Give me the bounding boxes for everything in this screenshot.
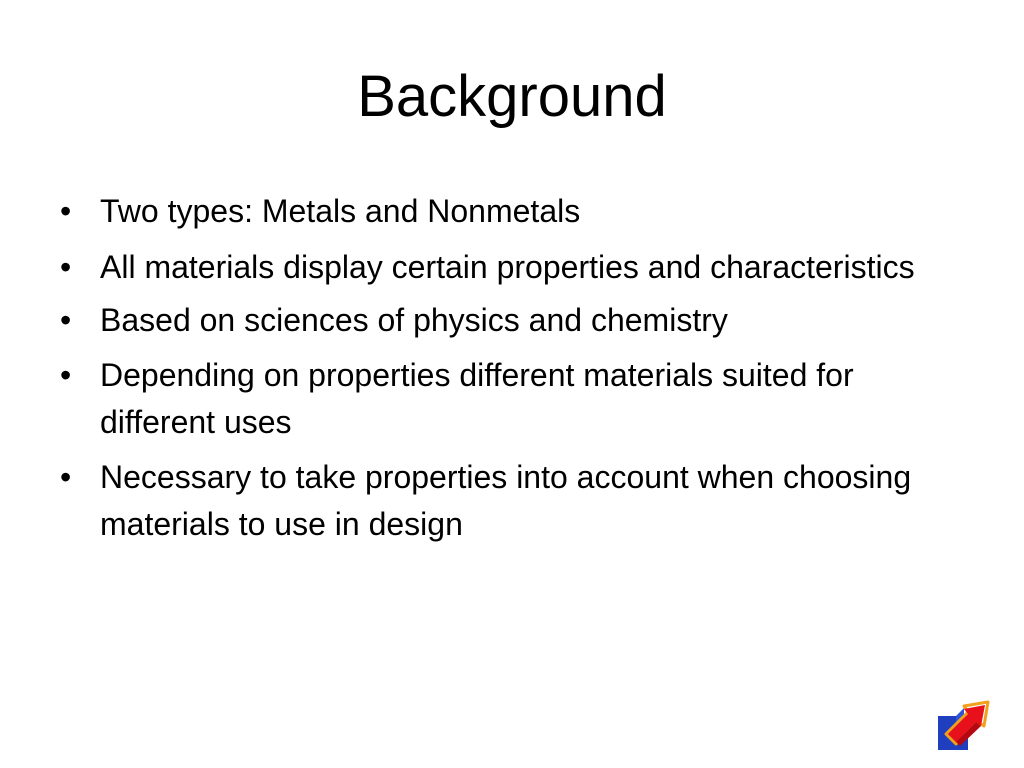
bullet-text: Two types: Metals and Nonmetals — [100, 193, 581, 229]
list-item — [60, 244, 960, 291]
list-item — [60, 454, 960, 548]
bullet-list — [60, 188, 960, 557]
bullet-text: All materials display certain properties and characteristics — [100, 249, 915, 285]
slide-title: Background — [357, 64, 667, 129]
list-item — [60, 352, 960, 446]
bullet-icon: • — [60, 357, 72, 393]
bullet-icon: • — [60, 302, 72, 338]
list-item — [60, 188, 960, 235]
list-item — [60, 297, 960, 344]
bullet-icon: • — [60, 193, 72, 229]
bullet-icon: • — [60, 459, 72, 495]
bullet-text: Depending on properties different materials suited for different uses — [100, 357, 854, 440]
bullet-text: Based on sciences of physics and chemistry — [100, 302, 728, 338]
arrow-logo-icon[interactable] — [934, 694, 992, 752]
bullet-icon: • — [60, 249, 72, 285]
bullet-text: Necessary to take properties into account when choosing materials to use in design — [100, 459, 912, 542]
